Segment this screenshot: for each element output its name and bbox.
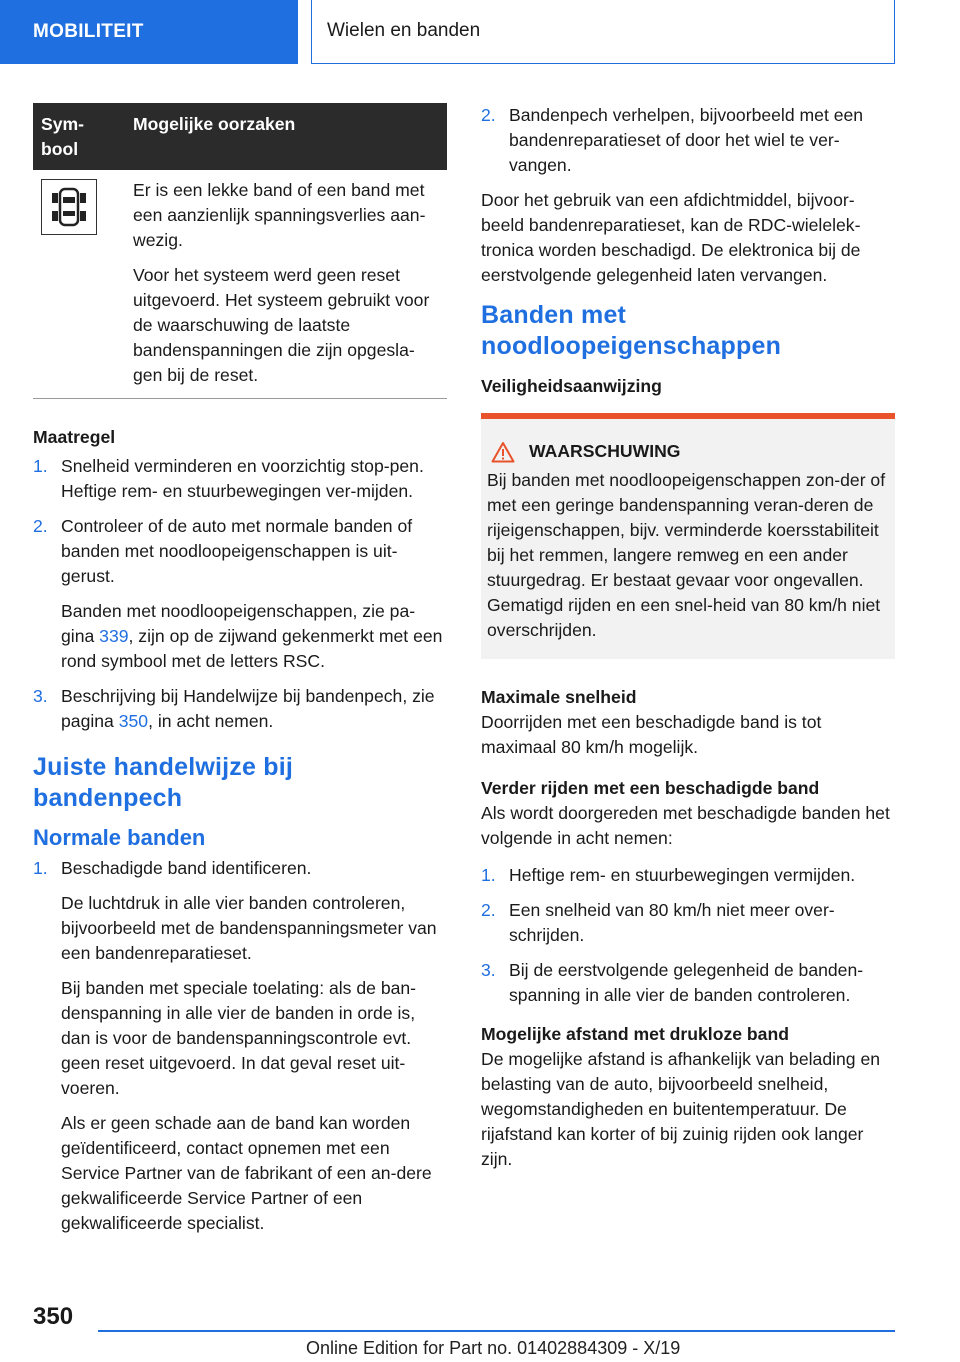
symbol-column-header: Sym- bool bbox=[33, 103, 125, 170]
table-row bbox=[33, 170, 447, 399]
cause-text: Er is een lekke band of een band met een aanzienlijk spanningsverlies aan-wezig. bbox=[133, 180, 426, 250]
page-number: 350 bbox=[33, 1303, 74, 1330]
measures-list bbox=[33, 454, 447, 734]
left-column bbox=[33, 103, 447, 1246]
page-link[interactable]: 350 bbox=[118, 711, 149, 731]
warning-triangle-icon bbox=[491, 441, 515, 463]
safety-heading: Veiligheidsaanwijzing bbox=[481, 376, 662, 396]
list-item: 2. Een snelheid van 80 km/h niet meer over-schrijden. bbox=[481, 900, 835, 945]
subsection-title: Normale banden bbox=[33, 825, 206, 850]
cause-text: Voor het systeem werd geen reset uitgevoerd. Het systeem gebruikt voor de waarschuwing de laatste bandenspanningen die zijn opgesla-gen bij de reset. bbox=[133, 265, 430, 385]
list-item: 3. Bij de eerstvolgende gelegenheid de banden-spanning in alle vier de banden controleren. bbox=[481, 960, 864, 1005]
right-column bbox=[481, 103, 895, 1172]
topic-tab: Wielen en banden bbox=[311, 0, 895, 64]
list-item: 1. Heftige rem- en stuurbewegingen vermijden. bbox=[481, 865, 856, 885]
continue-list bbox=[481, 863, 895, 1008]
warning-text: Bij banden met noodloopeigenschappen zon-der of met een geringe bandenspanning veran-deren de rijeigenschappen, bijv. verminderde koersstabiliteit bij het remmen, langere remweg en een ander stuurgedrag. Er bestaat gevaar voor ongevallen. Gematigd rijden en een snel-heid van 80 km/h niet overschrijden. bbox=[487, 470, 886, 640]
list-item: 2. Bandenpech verhelpen, bijvoorbeeld met een bandenreparatieset of door het wiel te ver-vangen. bbox=[481, 105, 864, 175]
list-item: 2. Controleer of de auto met normale banden of banden met noodloopeigenschappen is uit-gerust. Banden met noodloopeigenschappen, zie pa-gina 339, zijn op de zijwand gekenmerkt met een rond symbool met de letters RSC. bbox=[33, 516, 443, 671]
footer-divider bbox=[98, 1330, 895, 1332]
section-title: Juiste handelwijze bij bandenpech bbox=[33, 753, 294, 812]
list-item: 1. Beschadigde band identificeren. De luchtdruk in alle vier banden controleren, bijvoorbeeld met de bandenspanningsmeter van een bandenreparatieset. Bij banden met speciale toelating: als de ban-denspanning in alle vier de banden in orde is, dan is voor de bandenspanningscontrole evt. geen reset uitgevoerd. In dat geval reset uit-voeren. Als er geen schade aan de band kan worden geïdentificeerd, contact opnemen met een Service Partner van de fabrikant of een an-dere gekwalificeerde Service Partner of een gekwalificeerde specialist. bbox=[33, 858, 437, 1233]
steps-list bbox=[33, 856, 447, 1236]
max-speed-heading: Maximale snelheid bbox=[481, 687, 637, 707]
continue-text: Als wordt doorgereden met beschadigde banden het volgende in acht nemen: bbox=[481, 803, 890, 848]
rdc-paragraph: Door het gebruik van een afdichtmiddel, bijvoor-beeld bandenreparatieset, kan de RDC-wielelek-tronica worden beschadigd. De elektronica bij de eerstvolgende gelegenheid laten vervangen. bbox=[481, 190, 861, 285]
distance-text: De mogelijke afstand is afhankelijk van belading en belasting van de auto, bijvoorbeeld snelheid, wegomstandigheden en buitentemperatuur. De rijafstand kan korter of bij zuinig rijden ook langer zijn. bbox=[481, 1049, 881, 1169]
distance-heading: Mogelijke afstand met drukloze band bbox=[481, 1024, 789, 1044]
page-header bbox=[0, 0, 960, 66]
measures-heading: Maatregel bbox=[33, 427, 116, 447]
max-speed-text: Doorrijden met een beschadigde band is tot maximaal 80 km/h mogelijk. bbox=[481, 712, 822, 757]
page-link[interactable]: 339 bbox=[99, 626, 129, 646]
section-title: Banden met noodloopeigenschappen bbox=[481, 301, 782, 360]
causes-column-header: Mogelijke oorzaken bbox=[125, 103, 447, 170]
list-item: 3. Beschrijving bij Handelwijze bij bandenpech, zie pagina 350, in acht nemen. bbox=[33, 686, 435, 731]
car-tire-pressure-warning-icon bbox=[41, 179, 97, 235]
warning-box bbox=[481, 413, 895, 659]
edition-text: Online Edition for Part no. 01402884309 - X/19 bbox=[306, 1338, 681, 1358]
continue-heading: Verder rijden met een beschadigde band bbox=[481, 778, 820, 798]
warning-title: WAARSCHUWING bbox=[529, 441, 681, 461]
steps-list-continued bbox=[481, 103, 895, 178]
section-tab: MOBILITEIT bbox=[0, 0, 298, 64]
symbol-table bbox=[33, 103, 447, 399]
list-item: 1. Snelheid verminderen en voorzichtig stop-pen. Heftige rem- en stuurbewegingen ver-mijden. bbox=[33, 456, 424, 501]
